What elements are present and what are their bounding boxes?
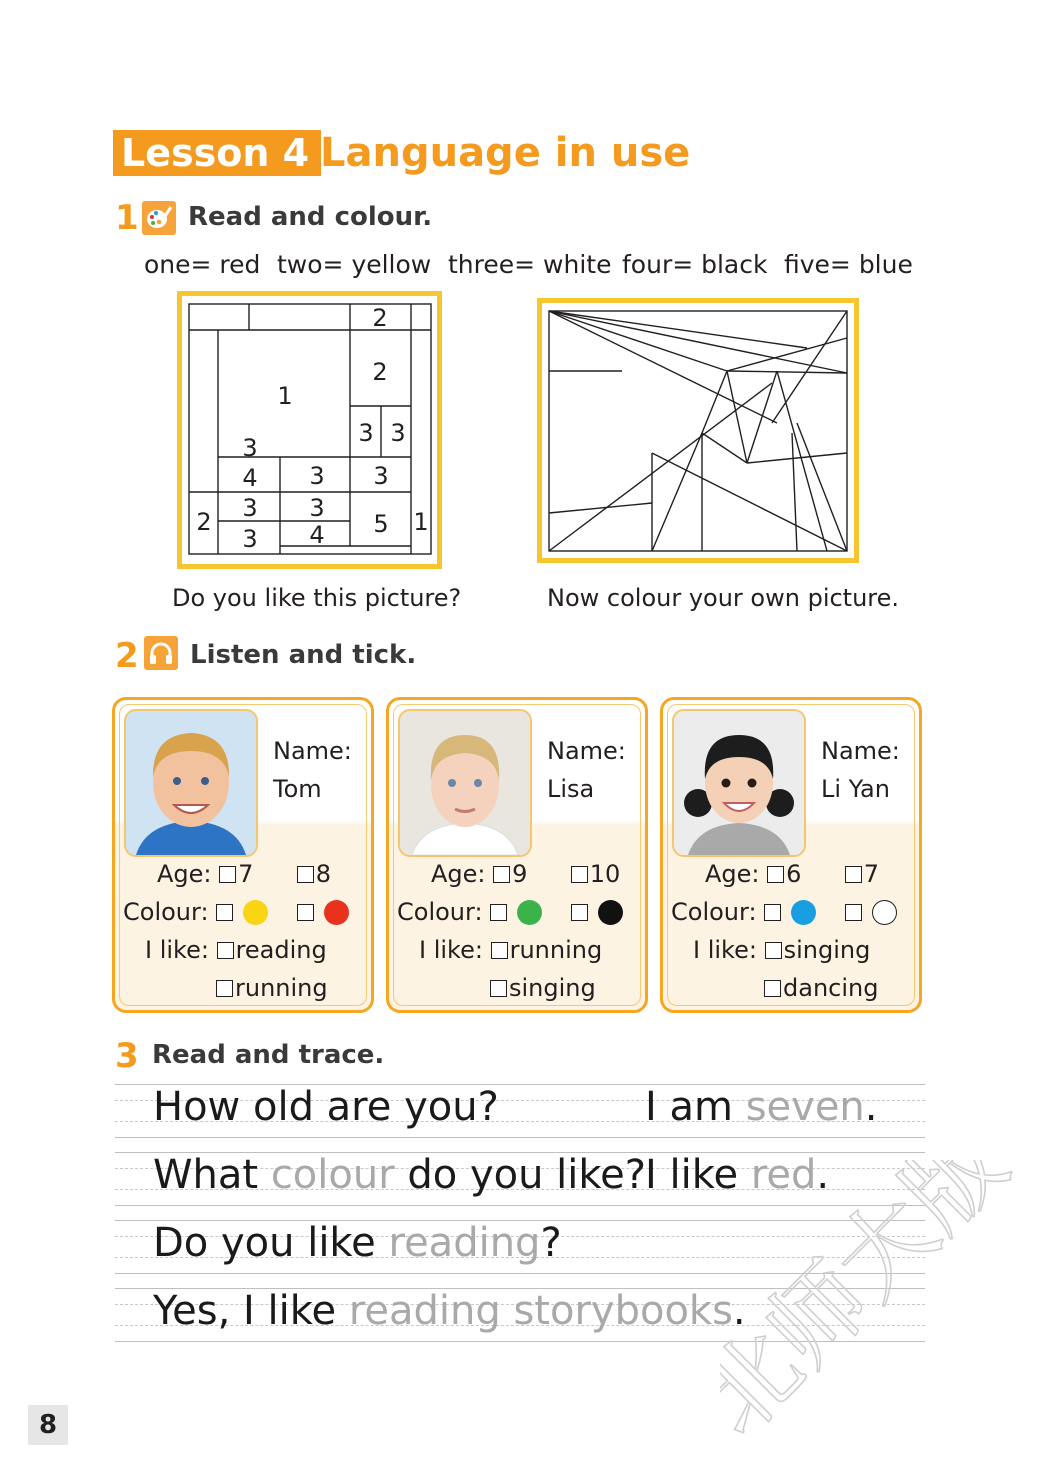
age-row [157,859,331,889]
colour-checkbox[interactable] [216,904,233,921]
lesson-badge: Lesson 4 [113,130,321,176]
colour-row [123,897,349,927]
age-option: 8 [315,860,331,888]
trace-answer-3 [153,1287,746,1335]
age-checkbox[interactable] [845,866,862,883]
lesson-title: Language in use [320,130,691,176]
trace-question-1 [153,1083,499,1131]
age-option: 9 [512,860,528,888]
like-option: reading [235,936,327,964]
trace-ghost: red [750,1152,817,1198]
trace-text: . [864,1084,878,1130]
like-label: I like: [145,936,209,964]
profile-card-li-yan [660,697,922,1013]
colour-label: Colour: [397,898,483,926]
name-label: Name: [547,737,626,765]
cell-number: 1 [413,508,429,536]
trace-ghost: seven [745,1084,865,1130]
age-checkbox[interactable] [493,866,510,883]
like-option: dancing [783,974,879,1002]
like-checkbox[interactable] [764,980,781,997]
like-label: I like: [693,936,757,964]
like-checkbox[interactable] [217,942,234,959]
like-row-2 [764,973,878,1003]
cell-number: 2 [372,304,388,332]
like-row [419,935,602,965]
age-checkbox[interactable] [297,866,314,883]
like-row [145,935,327,965]
cell-number: 4 [242,464,258,492]
palette-icon [142,201,176,235]
child-photo-tom [124,709,258,857]
guide-line [115,1137,925,1138]
page-number: 8 [28,1405,68,1445]
age-checkbox[interactable] [571,866,588,883]
trace-text: . [816,1152,830,1198]
like-checkbox[interactable] [216,980,233,997]
section-2-title: Listen and tick. [190,640,417,670]
colour-label: Colour: [123,898,209,926]
colour-row [397,897,623,927]
like-option: running [235,974,328,1002]
cell-number: 2 [372,358,388,386]
trace-answer-1 [645,1083,878,1131]
trace-question-3 [153,1219,562,1267]
red-dot [324,900,349,925]
age-checkbox[interactable] [219,866,236,883]
yellow-dot [243,900,268,925]
profile-card-lisa [386,697,648,1013]
like-checkbox[interactable] [490,980,507,997]
cell-number: 3 [242,525,258,553]
trace-text: Yes, I like [153,1288,349,1334]
profile-card-tom [112,697,374,1013]
trace-ghost: reading storybooks [348,1288,733,1334]
colour-key-one: one= red [144,250,261,279]
caption-left: Do you like this picture? [172,584,462,612]
cell-number: 3 [242,434,258,462]
like-label: I like: [419,936,483,964]
section-1-title: Read and colour. [188,202,433,232]
black-dot [598,900,623,925]
numbered-puzzle [177,291,442,569]
like-row-2 [216,973,328,1003]
colour-key-four: four= black [622,250,768,279]
child-photo-lisa [398,709,532,857]
trace-ghost: reading [388,1220,541,1266]
trace-text: do you like? [394,1152,646,1198]
white-dot [872,900,897,925]
publisher-watermark [720,1160,1040,1464]
trace-text: How old are you? [153,1084,499,1130]
colour-checkbox[interactable] [490,904,507,921]
cell-number: 2 [196,508,212,536]
trace-text: I am [645,1084,746,1130]
colour-checkbox[interactable] [571,904,588,921]
watermark-text: 北师大版 [720,1160,1028,1457]
colour-key-three: three= white [448,250,612,279]
trace-text: Do you like [153,1220,389,1266]
age-row [705,859,879,889]
age-label: Age: [705,860,760,888]
cell-number: 3 [358,419,374,447]
headphones-icon [144,636,178,670]
colour-key-five: five= blue [784,250,913,279]
blue-dot [791,900,816,925]
age-option: 7 [238,860,254,888]
green-dot [517,900,542,925]
cell-number: 5 [373,510,389,538]
caption-right: Now colour your own picture. [547,584,900,612]
colour-checkbox[interactable] [297,904,314,921]
age-row [431,859,620,889]
trace-ghost: colour [270,1152,395,1198]
like-row-2 [490,973,596,1003]
cell-number: 3 [309,462,325,490]
age-checkbox[interactable] [767,866,784,883]
colour-key-two: two= yellow [277,250,432,279]
trace-text: I like [645,1152,751,1198]
age-label: Age: [157,860,212,888]
blank-geometric-puzzle [537,298,859,563]
name-label: Name: [273,737,352,765]
child-photo-li-yan [672,709,806,857]
name-value: Li Yan [821,775,890,803]
section-3-number: 3 [115,1036,139,1076]
like-option: singing [783,936,871,964]
cell-number: 4 [309,521,325,549]
trace-text: ? [540,1220,562,1266]
section-3-title: Read and trace. [152,1040,385,1070]
geometric-lines [542,303,854,558]
numbered-puzzle-grid [182,296,437,564]
like-option: running [509,936,603,964]
colour-checkbox[interactable] [764,904,781,921]
age-option: 6 [786,860,802,888]
trace-question-2 [153,1151,646,1199]
cell-number: 3 [309,494,325,522]
like-row [693,935,870,965]
colour-checkbox[interactable] [845,904,862,921]
like-checkbox[interactable] [491,942,508,959]
section-1-number: 1 [115,198,139,238]
age-label: Age: [431,860,486,888]
age-option: 10 [589,860,621,888]
age-option: 7 [863,860,879,888]
colour-label: Colour: [671,898,757,926]
like-option: singing [509,974,596,1002]
name-label: Name: [821,737,900,765]
like-checkbox[interactable] [765,942,782,959]
cell-number: 1 [277,382,293,410]
name-value: Lisa [547,775,595,803]
trace-text: . [732,1288,746,1334]
cell-number: 3 [390,419,406,447]
name-value: Tom [273,775,322,803]
trace-text: What [153,1152,271,1198]
colour-row [671,897,897,927]
cell-number: 3 [373,462,389,490]
section-2-number: 2 [115,636,139,676]
cell-number: 3 [242,494,258,522]
